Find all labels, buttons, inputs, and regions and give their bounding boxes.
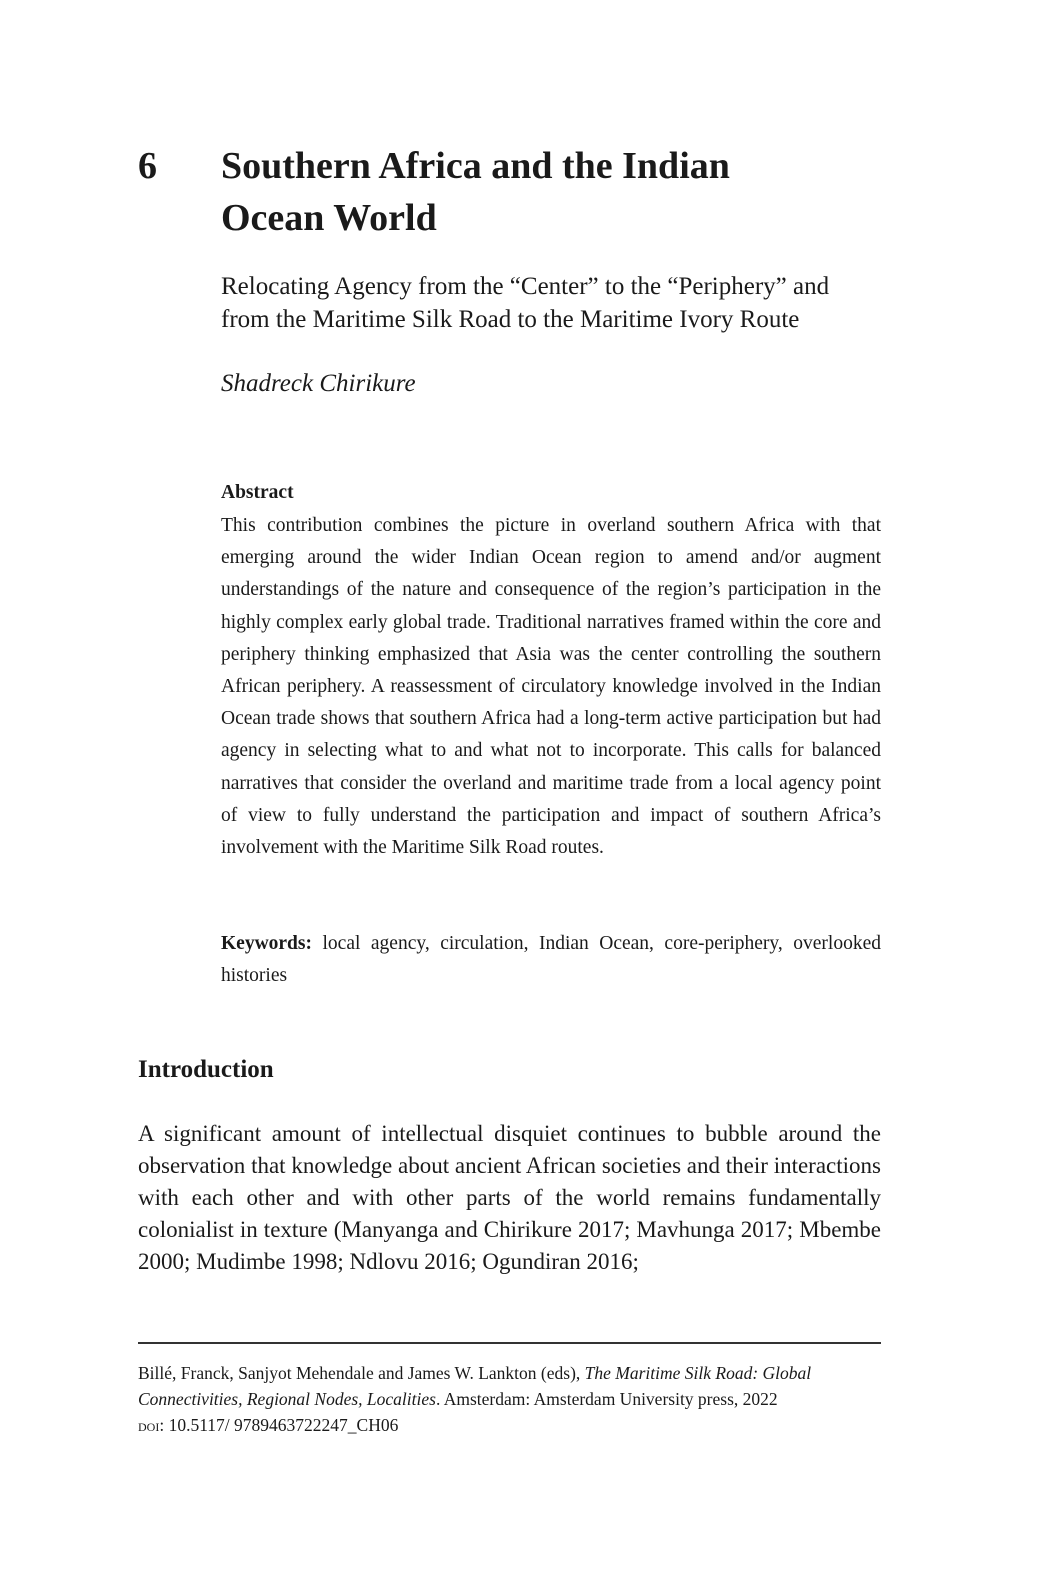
- footer-book-title: The Maritime Silk Road: Global Connectivities, Regional Nodes, Localities: [138, 1363, 812, 1409]
- doi-value: 10.5117/ 9789463722247_CH06: [164, 1415, 399, 1435]
- footer-divider: [138, 1342, 881, 1344]
- introduction-heading: Introduction: [138, 1056, 274, 1083]
- subtitle-line-2: from the Maritime Silk Road to the Maritime Ivory Route: [221, 306, 800, 333]
- keywords: [221, 928, 881, 992]
- chapter-subtitle: [221, 270, 901, 336]
- author-name: Shadreck Chirikure: [221, 370, 416, 397]
- doi-label: doi:: [138, 1415, 165, 1435]
- chapter-title-line-2: Ocean World: [221, 197, 437, 239]
- abstract-heading: Abstract: [221, 482, 294, 503]
- footer-publisher: . Amsterdam: Amsterdam University press, 2022: [435, 1389, 778, 1409]
- keywords-label: Keywords:: [221, 933, 312, 954]
- introduction-text: A significant amount of intellectual disquiet continues to bubble around the observation that knowledge about ancient African societies and their interactions with each other and with other parts of the world remains fundamentally colonialist in texture (Manyanga and Chirikure 2017; Mavhunga 2017; Mbembe 2000; Mudimbe 1998; Ndlovu 2016; Ogundiran 2016;: [138, 1121, 881, 1274]
- chapter-number: 6: [138, 145, 157, 187]
- subtitle-line-1: Relocating Agency from the “Center” to the “Periphery” and: [221, 273, 830, 300]
- keywords-text: local agency, circulation, Indian Ocean, core-periphery, overlooked histories: [221, 933, 882, 987]
- citation-footer: [138, 1360, 881, 1438]
- abstract-text: This contribution combines the picture in overland southern Africa with that emerging around the wider Indian Ocean region to amend and/or augment understandings of the nature and consequence of the region’s participation in the highly complex early global trade. Traditional narratives framed within the core and periphery thinking emphasized that Asia was the center controlling the southern African periphery. A reassessment of circulatory knowledge involved in the Indian Ocean trade shows that southern Africa had a long-term active participation but had agency in selecting what to and what not to incorporate. This calls for balanced narratives that consider the overland and maritime trade from a local agency point of view to fully understand the participation and impact of southern Africa’s involvement with the Maritime Silk Road routes.: [221, 515, 881, 859]
- chapter-title-line-1: Southern Africa and the Indian: [221, 145, 730, 187]
- footer-editors: Billé, Franck, Sanjyot Mehendale and James W. Lankton (eds),: [138, 1363, 585, 1383]
- chapter-title: [221, 140, 901, 244]
